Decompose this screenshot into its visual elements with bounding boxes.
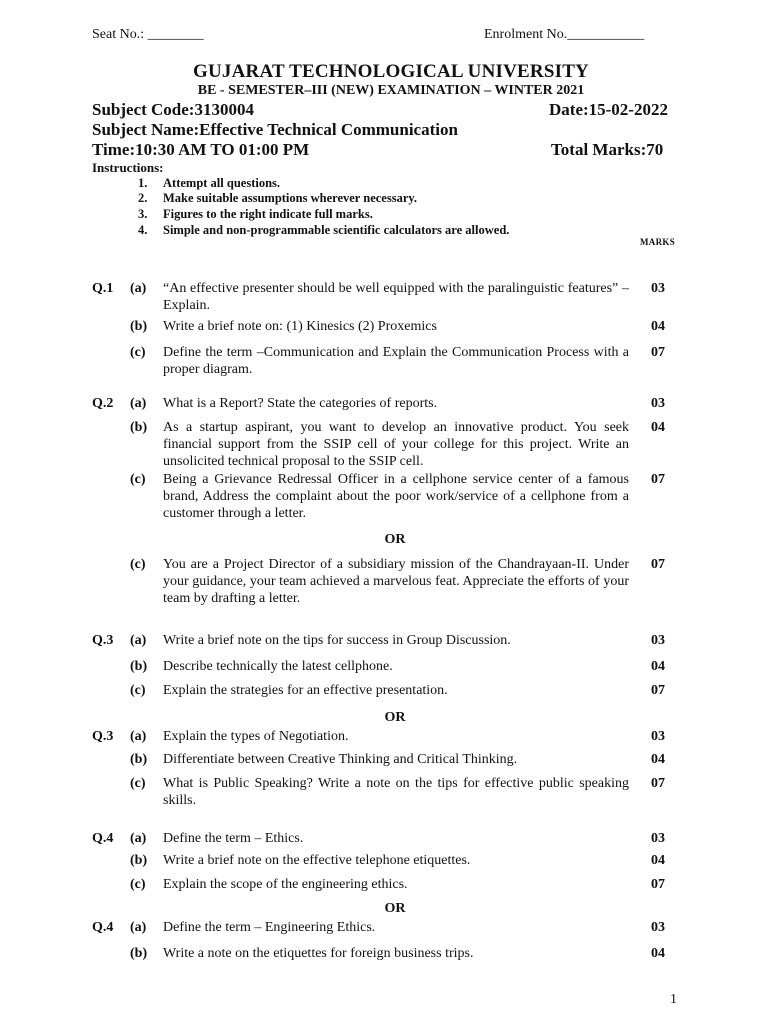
question-number: Q.4 (92, 831, 114, 846)
question-text: “An effective presenter should be well equipped with the paralinguistic features” – Explain. (163, 281, 629, 313)
instruction-text: Make suitable assumptions wherever necessary. (163, 191, 418, 205)
question-marks: 07 (651, 683, 665, 698)
instruction-number: 2. (138, 191, 148, 205)
question-text: Define the term –Communication and Explain the Communication Process with a proper diagram. (163, 345, 629, 377)
question-text: Define the term – Ethics. (163, 831, 304, 846)
question-marks: 07 (651, 877, 665, 892)
question-text: Explain the types of Negotiation. (163, 729, 349, 744)
or-separator: OR (384, 710, 406, 725)
question-text: Differentiate between Creative Thinking and Critical Thinking. (163, 752, 518, 767)
instructions-label: Instructions: (92, 160, 164, 175)
question-marks: 07 (651, 345, 665, 360)
question-marks: 04 (651, 946, 665, 961)
page-number: 1 (670, 992, 677, 1007)
sub-question-label: (c) (130, 345, 146, 360)
question-text: Write a brief note on the tips for success in Group Discussion. (163, 633, 511, 648)
question-text: Describe technically the latest cellphone. (163, 659, 393, 674)
question-text: Explain the strategies for an effective presentation. (163, 683, 448, 698)
instruction-text: Attempt all questions. (163, 176, 281, 190)
sub-question-label: (b) (130, 659, 148, 674)
instruction-number: 1. (138, 176, 148, 190)
question-marks: 07 (651, 776, 665, 791)
question-marks: 04 (651, 319, 665, 334)
question-marks: 03 (651, 831, 665, 846)
subject-name: Subject Name:Effective Technical Communication (92, 120, 458, 139)
instruction-number: 3. (138, 207, 148, 221)
sub-question-label: (b) (130, 853, 148, 868)
sub-question-label: (c) (130, 776, 146, 791)
question-number: Q.3 (92, 633, 114, 648)
total-marks: Total Marks:70 (551, 140, 664, 159)
university-title: GUJARAT TECHNOLOGICAL UNIVERSITY (193, 61, 589, 82)
exam-date: Date:15-02-2022 (549, 100, 668, 119)
instruction-text: Simple and non-programmable scientific calculators are allowed. (163, 223, 510, 237)
sub-question-label: (a) (130, 281, 147, 296)
sub-question-label: (a) (130, 920, 147, 935)
question-text: Explain the scope of the engineering ethics. (163, 877, 408, 892)
question-text: You are a Project Director of a subsidiary mission of the Chandrayaan-II. Under your guidance, your team achieved a marvelous feat. Appreciate the efforts of your team by drafting a letter. (163, 557, 629, 606)
subject-code: Subject Code:3130004 (92, 100, 254, 119)
sub-question-label: (b) (130, 420, 148, 435)
question-text: What is Public Speaking? Write a note on the tips for effective public speaking skills. (163, 776, 629, 808)
or-separator: OR (384, 901, 406, 916)
question-marks: 04 (651, 659, 665, 674)
question-text: Write a brief note on the effective telephone etiquettes. (163, 853, 471, 868)
sub-question-label: (a) (130, 831, 147, 846)
question-text: Define the term – Engineering Ethics. (163, 920, 376, 935)
instruction-number: 4. (138, 223, 148, 237)
question-marks: 03 (651, 633, 665, 648)
question-text: Write a note on the etiquettes for foreign business trips. (163, 946, 474, 961)
question-text: Being a Grievance Redressal Officer in a cellphone service center of a famous brand, Address the complaint about the poor work/service of a cellphone from a customer through a letter. (163, 472, 629, 521)
sub-question-label: (a) (130, 633, 147, 648)
sub-question-label: (a) (130, 729, 147, 744)
question-marks: 04 (651, 752, 665, 767)
sub-question-label: (c) (130, 557, 146, 572)
marks-column-heading: MARKS (640, 237, 675, 247)
question-marks: 07 (651, 557, 665, 572)
question-text: Write a brief note on: (1) Kinesics (2) Proxemics (163, 319, 437, 334)
question-number: Q.3 (92, 729, 114, 744)
seat-number-label: Seat No.: ________ (92, 27, 204, 42)
question-number: Q.4 (92, 920, 114, 935)
question-marks: 04 (651, 853, 665, 868)
sub-question-label: (b) (130, 946, 148, 961)
or-separator: OR (384, 532, 406, 547)
sub-question-label: (b) (130, 319, 148, 334)
question-marks: 03 (651, 920, 665, 935)
sub-question-label: (c) (130, 683, 146, 698)
sub-question-label: (a) (130, 396, 147, 411)
question-marks: 03 (651, 396, 665, 411)
question-marks: 03 (651, 281, 665, 296)
question-number: Q.1 (92, 281, 114, 296)
exam-time: Time:10:30 AM TO 01:00 PM (92, 140, 310, 159)
question-marks: 07 (651, 472, 665, 487)
question-marks: 04 (651, 420, 665, 435)
question-number: Q.2 (92, 396, 114, 411)
sub-question-label: (c) (130, 472, 146, 487)
exam-title: BE - SEMESTER–III (NEW) EXAMINATION – WINTER 2021 (197, 83, 585, 98)
instruction-text: Figures to the right indicate full marks. (163, 207, 373, 221)
enrolment-number-label: Enrolment No.___________ (484, 27, 645, 42)
question-text: As a startup aspirant, you want to develop an innovative product. You seek financial support from the SSIP cell of your college for this project. Write an unsolicited technical proposal to the SSIP cell. (163, 420, 629, 469)
sub-question-label: (c) (130, 877, 146, 892)
question-marks: 03 (651, 729, 665, 744)
question-text: What is a Report? State the categories of reports. (163, 396, 438, 411)
sub-question-label: (b) (130, 752, 148, 767)
